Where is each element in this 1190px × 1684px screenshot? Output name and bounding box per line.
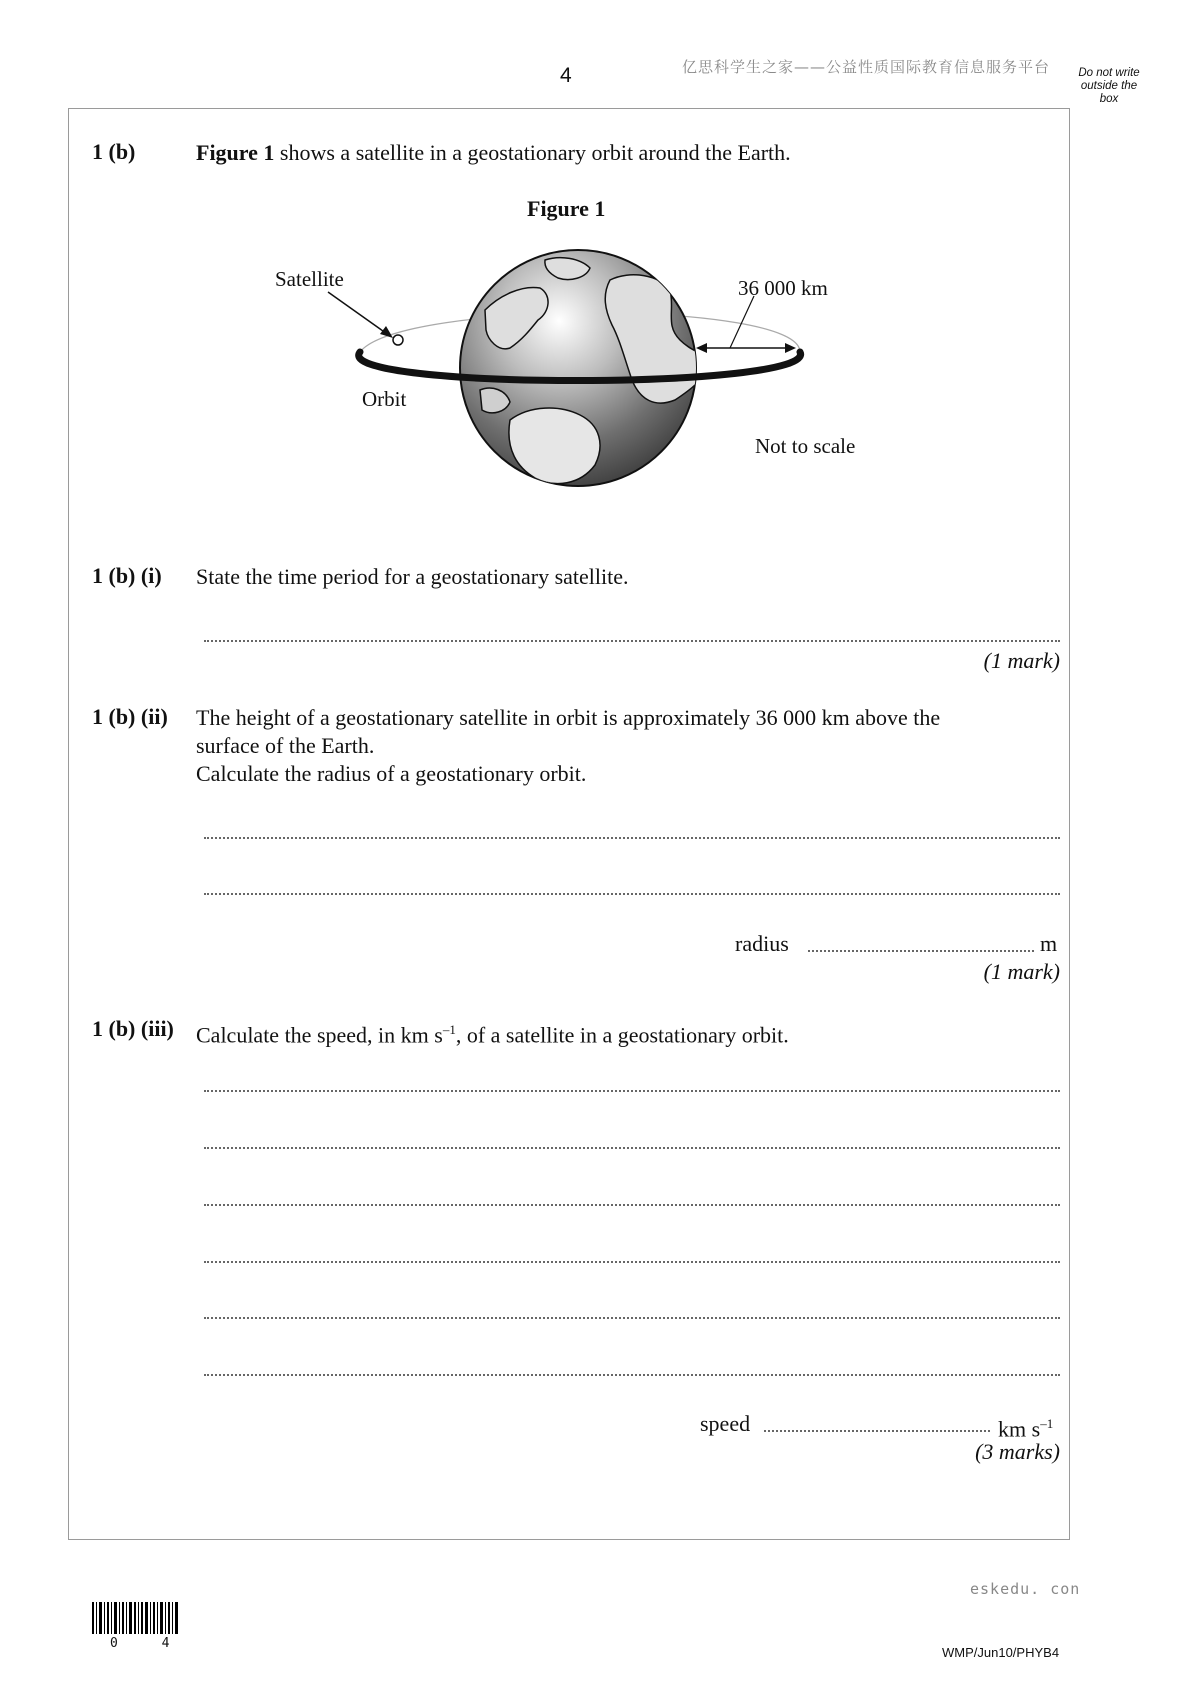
answer-unit-speed-text: km s xyxy=(998,1416,1041,1442)
barcode-number: 0 4 xyxy=(110,1636,188,1651)
satellite-dot xyxy=(393,335,403,345)
figure-reference: Figure 1 xyxy=(196,140,275,165)
answer-line[interactable] xyxy=(204,1147,1060,1149)
figure-title: Figure 1 xyxy=(527,196,606,221)
speed-answer-field[interactable] xyxy=(764,1430,990,1432)
question-text-1bii-line2: surface of the Earth. xyxy=(196,733,375,758)
question-label-1b: 1 (b) xyxy=(92,139,136,164)
answer-label-speed: speed xyxy=(700,1411,751,1436)
question-label-1bii: 1 (b) (ii) xyxy=(92,704,168,729)
answer-line[interactable] xyxy=(204,1204,1060,1206)
radius-answer-field[interactable] xyxy=(808,950,1034,952)
footer-paper-code: WMP/Jun10/PHYB4 xyxy=(942,1645,1060,1660)
footer-brand-text: eskedu. con xyxy=(970,1580,1081,1598)
question-intro-text: shows a satellite in a geostationary orbit around the Earth. xyxy=(274,140,791,165)
question-text-1biii-pre: Calculate the speed, in km s xyxy=(196,1022,443,1048)
question-text-1bi: State the time period for a geostationary satellite. xyxy=(196,564,629,589)
marks-1biii: (3 marks) xyxy=(975,1439,1060,1464)
answer-line[interactable] xyxy=(204,893,1060,895)
figure-label-satellite: Satellite xyxy=(275,267,344,291)
figure-label-scale-note: Not to scale xyxy=(755,434,856,458)
answer-line[interactable] xyxy=(204,1317,1060,1319)
answer-unit-speed-superscript: –1 xyxy=(1040,1416,1054,1431)
answer-line[interactable] xyxy=(204,1261,1060,1263)
answer-line[interactable] xyxy=(204,1374,1060,1376)
question-text-1biii-post: , of a satellite in a geostationary orbit. xyxy=(455,1022,789,1048)
question-intro xyxy=(196,139,791,167)
barcode-image xyxy=(90,1602,182,1634)
answer-line[interactable] xyxy=(204,837,1060,839)
unit-superscript: –1 xyxy=(442,1022,456,1037)
figure-label-distance: 36 000 km xyxy=(738,276,828,300)
question-label-1bi: 1 (b) (i) xyxy=(92,563,162,588)
question-text-1bii-line3: Calculate the radius of a geostationary orbit. xyxy=(196,761,587,786)
question-text-1biii xyxy=(196,1016,789,1049)
answer-label-radius: radius xyxy=(735,931,789,956)
answer-line[interactable] xyxy=(204,1090,1060,1092)
question-text-1bii-line1: The height of a geostationary satellite in orbit is approximately 36 000 km above the xyxy=(196,705,941,730)
watermark-text: 亿思科学生之家——公益性质国际教育信息服务平台 xyxy=(682,58,1051,76)
answer-line[interactable] xyxy=(204,640,1060,642)
marks-1bi: (1 mark) xyxy=(983,648,1060,673)
marks-1bii: (1 mark) xyxy=(983,959,1060,984)
question-label-1biii: 1 (b) (iii) xyxy=(92,1016,174,1041)
figure-label-orbit: Orbit xyxy=(362,387,407,411)
margin-note: Do not write outside the box xyxy=(1078,67,1140,105)
page-number: 4 xyxy=(560,64,572,87)
answer-unit-radius: m xyxy=(1040,931,1058,956)
